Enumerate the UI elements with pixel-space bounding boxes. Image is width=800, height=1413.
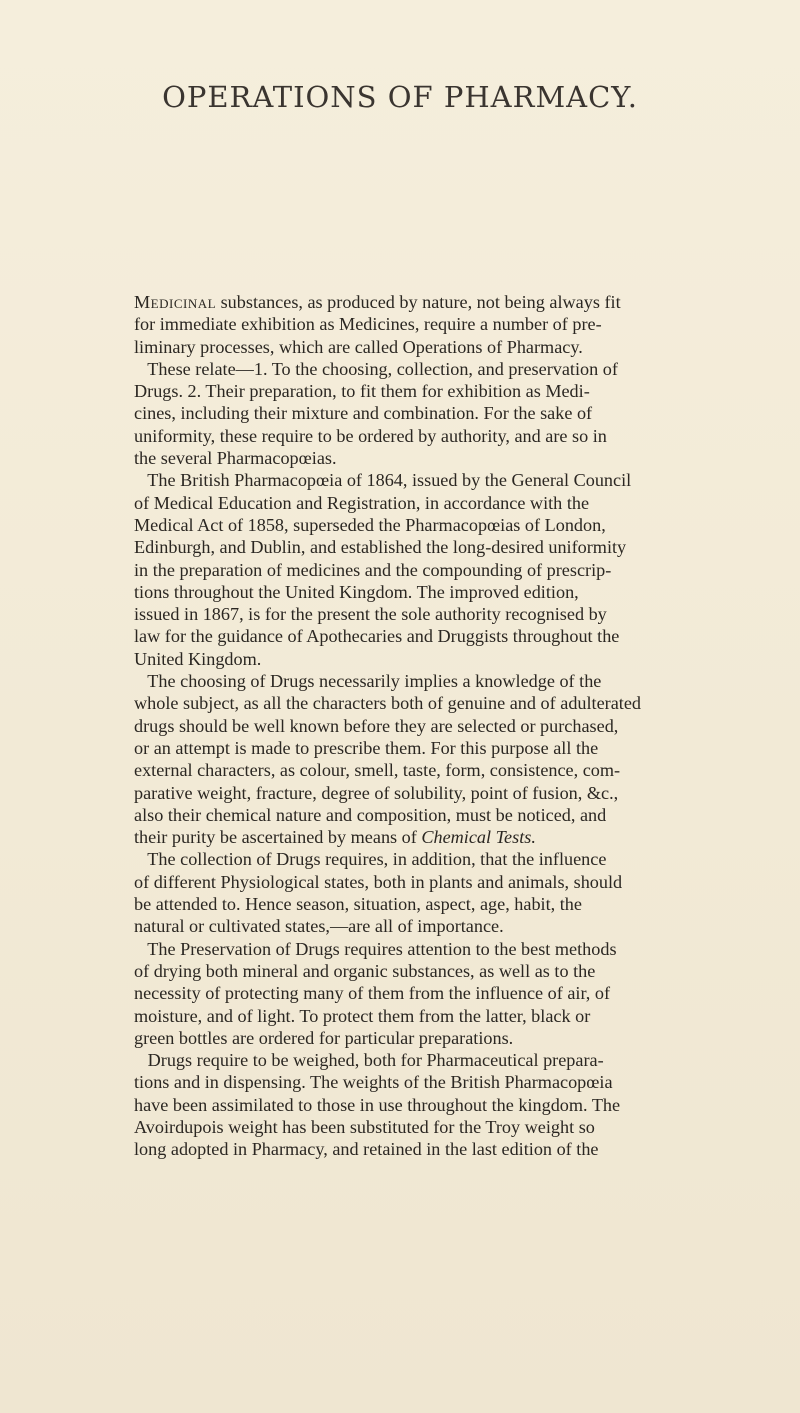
text-line: moisture, and of light. To protect them from the latter, black or xyxy=(134,1005,591,1026)
text-line: The Preservation of Drugs requires attention to the best methods xyxy=(134,938,617,959)
text-line: in the preparation of medicines and the compounding of prescrip- xyxy=(134,559,612,580)
text-line: drugs should be well known before they are selected or purchased, xyxy=(134,715,619,736)
text-line: necessity of protecting many of them from the influence of air, of xyxy=(134,983,611,1004)
page-body xyxy=(134,291,798,1161)
text-line: Drugs require to be weighed, both for Pharmaceutical prepara- xyxy=(134,1050,604,1071)
text-line: whole subject, as all the characters both of genuine and of adulterated xyxy=(134,693,642,714)
text-line: or an attempt is made to prescribe them. For this purpose all the xyxy=(134,737,599,758)
text-line: long adopted in Pharmacy, and retained in the last edition of the xyxy=(134,1139,599,1160)
text-line: external characters, as colour, smell, taste, form, consistence, com- xyxy=(134,760,621,781)
text-line: The collection of Drugs requires, in addition, that the influence xyxy=(134,849,607,870)
lead-word: Medicinal xyxy=(134,292,217,312)
text-line: of different Physiological states, both in plants and animals, should xyxy=(134,871,623,892)
text-line: also their chemical nature and composition, must be noticed, and xyxy=(134,804,607,825)
text-line: tions and in dispensing. The weights of the British Pharmacopœia xyxy=(134,1072,613,1093)
text-line: of drying both mineral and organic substances, as well as to the xyxy=(134,960,596,981)
text-line: law for the guidance of Apothecaries and Druggists throughout the xyxy=(134,626,620,647)
text-line: The choosing of Drugs necessarily implies a knowledge of the xyxy=(134,671,602,692)
text-line: have been assimilated to those in use throughout the kingdom. The xyxy=(134,1094,621,1115)
text-line: their purity be ascertained by means of Chemical Tests. xyxy=(134,827,536,848)
text-line: Medical Act of 1858, superseded the Pharmacopœias of London, xyxy=(134,514,606,535)
text-line: United Kingdom. xyxy=(134,648,262,669)
text-line: Drugs. 2. Their preparation, to fit them for exhibition as Medi- xyxy=(134,381,590,402)
text-line: the several Pharmacopœias. xyxy=(134,448,337,469)
text-line: tions throughout the United Kingdom. The improved edition, xyxy=(134,581,579,602)
text-line: of Medical Education and Registration, in accordance with the xyxy=(134,492,590,513)
text-line: Medicinal substances, as produced by nature, not being always fit xyxy=(134,292,621,312)
text-line: uniformity, these require to be ordered by authority, and are so in xyxy=(134,425,607,446)
text-line: for immediate exhibition as Medicines, require a number of pre- xyxy=(134,314,602,335)
text-line: Edinburgh, and Dublin, and established the long-desired uniformity xyxy=(134,537,627,558)
text-line: natural or cultivated states,—are all of importance. xyxy=(134,916,504,937)
chapter-title: OPERATIONS OF PHARMACY. xyxy=(162,80,638,114)
text-line: These relate—1. To the choosing, collection, and preservation of xyxy=(134,358,618,379)
text-line: cines, including their mixture and combination. For the sake of xyxy=(134,403,593,424)
text-line: green bottles are ordered for particular preparations. xyxy=(134,1027,514,1048)
text-line: The British Pharmacopœia of 1864, issued by the General Council xyxy=(134,470,632,491)
text-line: parative weight, fracture, degree of solubility, point of fusion, &c., xyxy=(134,782,619,803)
text-line: Avoirdupois weight has been substituted for the Troy weight so xyxy=(134,1116,595,1137)
text-line: issued in 1867, is for the present the sole authority recognised by xyxy=(134,604,607,625)
text-line: be attended to. Hence season, situation, aspect, age, habit, the xyxy=(134,894,582,915)
italic-phrase: Chemical Tests. xyxy=(421,827,536,848)
text-line: liminary processes, which are called Operations of Pharmacy. xyxy=(134,336,583,357)
